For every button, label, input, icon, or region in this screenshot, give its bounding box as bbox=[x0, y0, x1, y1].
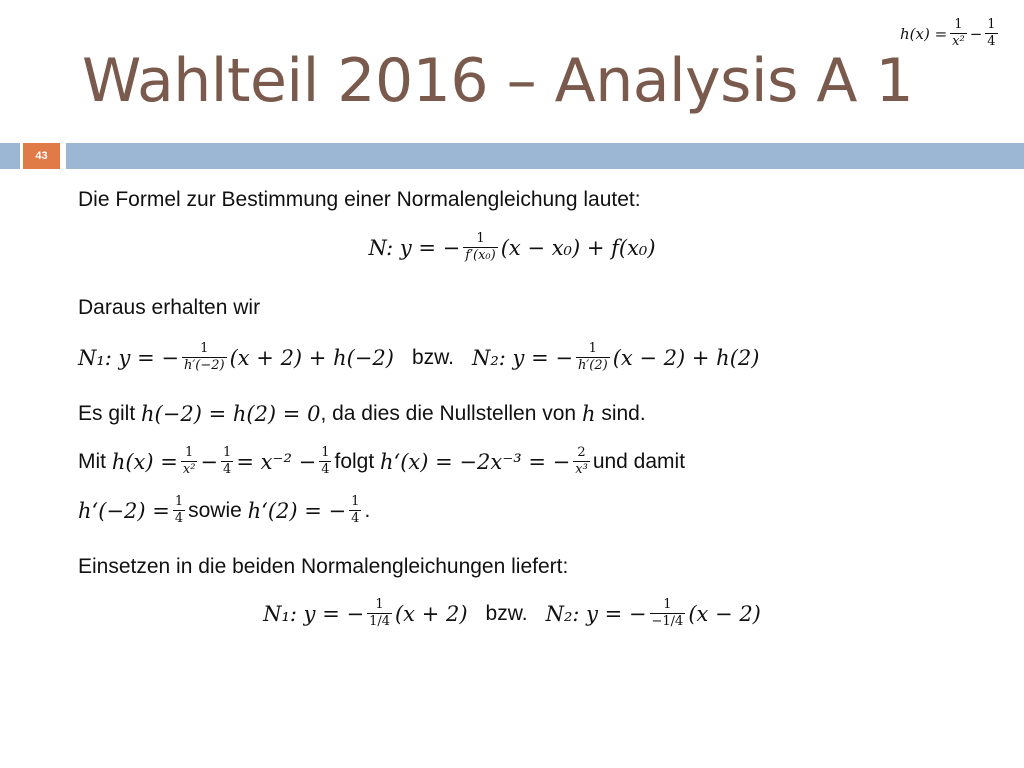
fraction-denominator: h′(−2) bbox=[183, 357, 225, 373]
fraction-numerator: 1 bbox=[588, 341, 597, 356]
h-at-m2-lhs: h‘(−2) = bbox=[78, 498, 170, 523]
formula-lhs: N: y = − bbox=[368, 235, 461, 260]
fraction-denominator: 4 bbox=[321, 461, 330, 477]
intro-text: Die Formel zur Bestimmung einer Normalengleichung lautet: bbox=[78, 188, 641, 211]
fraction-numerator: 1 bbox=[200, 341, 209, 356]
h-at-2-lhs: h‘(2) = − bbox=[247, 498, 347, 523]
mit-text: Mit bbox=[78, 449, 106, 473]
fraction-numerator: 1 bbox=[174, 494, 184, 509]
es-gilt-end: sind. bbox=[601, 402, 646, 425]
corner-operator: − bbox=[969, 24, 983, 43]
es-gilt-math: h(−2) = h(2) = 0 bbox=[141, 402, 321, 426]
n2-final-lhs: N₂: y = − bbox=[545, 601, 647, 626]
h-def-fraction-b bbox=[221, 446, 233, 478]
formula-normal-general bbox=[0, 232, 1024, 264]
fraction-denominator: x³ bbox=[575, 461, 588, 477]
h-def-lhs: h(x) = bbox=[111, 449, 178, 474]
fraction-denominator: 4 bbox=[223, 461, 232, 477]
header-bar-right bbox=[66, 143, 1024, 169]
fraction-numerator: 1 bbox=[476, 231, 485, 246]
n2-fraction bbox=[576, 342, 610, 374]
corner-formula bbox=[900, 18, 1001, 50]
h-at-2-fraction bbox=[349, 495, 361, 527]
h-def-fraction-c bbox=[319, 446, 331, 478]
fraction-numerator: 1 bbox=[663, 597, 672, 612]
sowie-text: sowie bbox=[188, 498, 242, 522]
fraction-numerator: 1 bbox=[375, 597, 384, 612]
h-at-2-end: . bbox=[364, 498, 371, 522]
slide-number-badge: 43 bbox=[23, 143, 60, 169]
h-def-mid: = x⁻² − bbox=[236, 449, 317, 474]
mit-line bbox=[78, 446, 685, 478]
n2-final-rhs: (x − 2) bbox=[688, 601, 761, 626]
fraction-denominator: h′(2) bbox=[577, 357, 608, 373]
h-deriv-expr: h‘(x) = −2x⁻³ = − bbox=[380, 449, 571, 474]
corner-fraction-2 bbox=[985, 18, 997, 50]
n2-lhs: N₂: y = − bbox=[471, 345, 573, 370]
formula-final bbox=[0, 598, 1024, 630]
corner-fraction-1 bbox=[950, 18, 967, 50]
n2-final-fraction bbox=[650, 598, 686, 630]
fraction-numerator: 1 bbox=[987, 17, 996, 32]
n2-rhs: (x − 2) + h(2) bbox=[612, 345, 760, 370]
corner-lhs: h(x) = bbox=[900, 24, 948, 43]
es-gilt-pre: Es gilt bbox=[78, 402, 136, 425]
fraction-denominator: f′(x₀) bbox=[465, 247, 496, 263]
fraction-numerator: 1 bbox=[321, 445, 330, 460]
fraction-numerator: 1 bbox=[954, 17, 963, 32]
bzw-text: bzw. bbox=[485, 601, 528, 625]
formula-n1-n2 bbox=[78, 342, 759, 374]
h-def-op: − bbox=[200, 449, 219, 474]
es-gilt-line bbox=[78, 402, 646, 426]
und-damit-text: und damit bbox=[592, 449, 686, 473]
formula-fraction bbox=[463, 232, 497, 264]
fraction-numerator: 1 bbox=[185, 445, 194, 460]
h-at-m2-fraction bbox=[173, 495, 185, 527]
n1-lhs: N₁: y = − bbox=[78, 345, 179, 370]
folgt-text: folgt bbox=[334, 449, 375, 473]
fraction-numerator: 1 bbox=[351, 494, 360, 509]
fraction-numerator: 1 bbox=[223, 445, 232, 460]
h-deriv-fraction bbox=[573, 446, 590, 478]
es-gilt-post: , da dies die Nullstellen von bbox=[320, 402, 577, 425]
fraction-denominator: 1/4 bbox=[369, 613, 390, 629]
fraction-numerator: 2 bbox=[577, 445, 586, 460]
n1-final-lhs: N₁: y = − bbox=[263, 601, 365, 626]
slide-title: Wahlteil 2016 – Analysis A 1 bbox=[82, 46, 914, 116]
es-gilt-h: h bbox=[581, 402, 596, 426]
einsetzen-text: Einsetzen in die beiden Normalengleichungen liefert: bbox=[78, 555, 569, 578]
header-bar-left bbox=[0, 143, 20, 169]
bzw-text: bzw. bbox=[411, 345, 454, 369]
derivative-values-line bbox=[78, 495, 370, 527]
fraction-denominator: 4 bbox=[987, 33, 996, 49]
fraction-denominator: x² bbox=[182, 461, 196, 477]
fraction-denominator: x² bbox=[952, 33, 965, 49]
n1-final-fraction bbox=[367, 598, 392, 630]
h-def-fraction-a bbox=[181, 446, 198, 478]
fraction-denominator: 4 bbox=[174, 510, 184, 526]
n1-rhs: (x + 2) + h(−2) bbox=[229, 345, 394, 370]
derive-text: Daraus erhalten wir bbox=[78, 296, 261, 319]
fraction-denominator: 4 bbox=[351, 510, 360, 526]
formula-rhs: (x − x₀) + f(x₀) bbox=[500, 235, 656, 260]
n1-fraction bbox=[182, 342, 227, 374]
n1-final-rhs: (x + 2) bbox=[394, 601, 468, 626]
fraction-denominator: −1/4 bbox=[651, 613, 684, 629]
